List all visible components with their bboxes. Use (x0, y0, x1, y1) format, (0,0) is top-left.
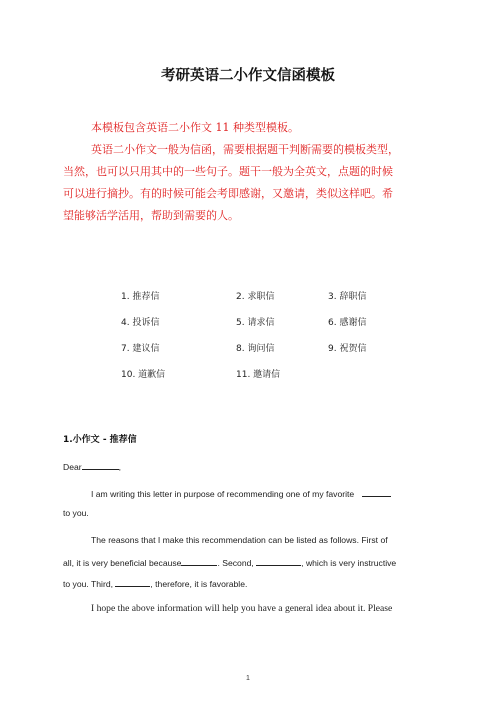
blank-line (115, 577, 150, 587)
body-text: to you. Third, (63, 579, 113, 589)
p3-line-1: I hope the above information will help you have a general idea about it. Please (91, 603, 393, 614)
body-text: , therefore, it is favorable. (150, 579, 248, 589)
toc-item: 3. 辞职信 (328, 292, 367, 302)
toc-item: 11. 邀请信 (236, 370, 281, 380)
toc-row (121, 367, 421, 381)
body-text: . Second, (217, 558, 254, 568)
intro-line-1: 本模板包含英语二小作文 11 种类型模板。 (91, 121, 299, 134)
intro-line-5: 望能够活学活用，帮助到需要的人。 (63, 209, 239, 222)
toc-item: 10. 道歉信 (121, 370, 166, 380)
section-heading: 1.小作文 - 推荐信 (63, 435, 137, 445)
salutation-text: Dear (63, 462, 82, 472)
p2-line-2 (63, 556, 396, 568)
p2-line-3 (63, 577, 247, 589)
toc-row (121, 341, 421, 355)
p1-line-2: to you. (63, 508, 89, 518)
toc-item: 1. 推荐信 (121, 292, 160, 302)
toc-item: 5. 请求信 (236, 318, 275, 328)
page-number: 1 (246, 675, 250, 682)
toc-item: 6. 感谢信 (328, 318, 367, 328)
toc-item: 9. 祝贺信 (328, 344, 367, 354)
blank-line (82, 460, 122, 472)
toc-row (121, 289, 421, 303)
intro-line-2: 英语二小作文一般为信函，需要根据题干判断需要的模板类型， (91, 143, 399, 156)
intro-line-3: 当然，也可以只用其中的一些句子。题干一般为全英文，点题的时候 (63, 165, 393, 178)
body-text: all, it is very beneficial because (63, 558, 182, 568)
body-text: , which is very instructive (301, 558, 397, 568)
toc-item: 8. 询问信 (236, 344, 275, 354)
body-text: I am writing this letter in purpose of recommending one of my favorite (91, 489, 355, 499)
intro-line-4: 可以进行摘抄。有的时候可能会考即感谢，又邀请，类似这样吧。希 (63, 187, 393, 200)
salutation-line (63, 460, 121, 472)
blank-line (181, 556, 217, 566)
p2-line-1: The reasons that I make this recommendation can be listed as follows. First of (91, 535, 388, 545)
blank-line (256, 556, 301, 566)
p1-line-1 (91, 487, 391, 499)
toc-item: 7. 建议信 (121, 344, 160, 354)
document-title: 考研英语二小作文信函模板 (161, 68, 335, 84)
salutation-comma: , (118, 462, 122, 472)
toc-item: 4. 投诉信 (121, 318, 160, 328)
toc-row (121, 315, 421, 329)
blank-line (362, 487, 391, 497)
toc-item: 2. 求职信 (236, 292, 275, 302)
